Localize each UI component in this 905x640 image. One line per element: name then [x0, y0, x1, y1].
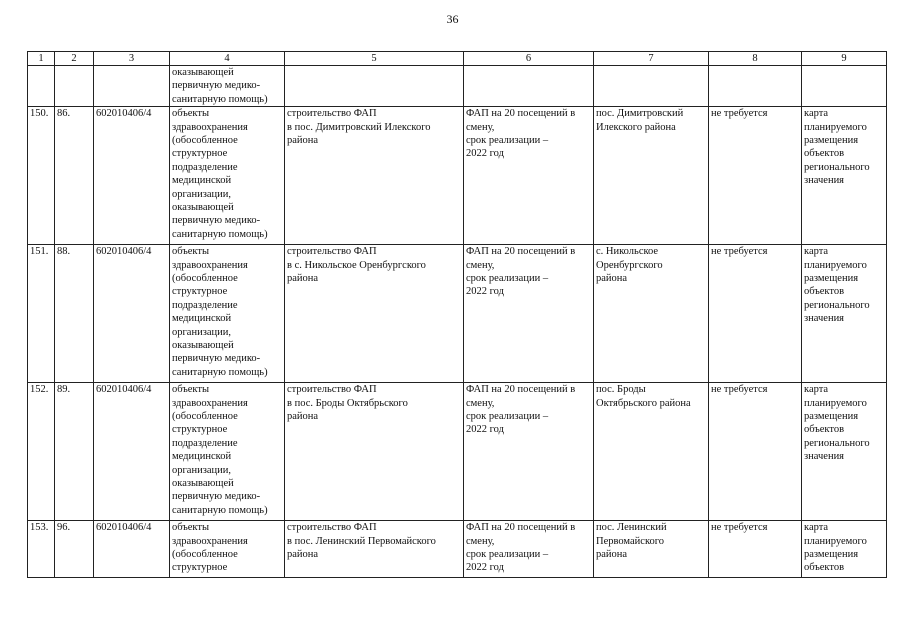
header-cell: 8 — [709, 52, 802, 66]
row-number-cell — [28, 66, 55, 107]
location-cell: пос. Броды Октябрьского района — [594, 383, 709, 521]
params-cell: ФАП на 20 посещений в смену, срок реализации – 2022 год — [464, 107, 594, 245]
row-number-cell: 151. — [28, 245, 55, 383]
zone-cell: не требуется — [709, 107, 802, 245]
objects-table — [27, 51, 887, 578]
work-cell — [285, 66, 464, 107]
row-number-cell: 153. — [28, 521, 55, 578]
index-cell: 96. — [55, 521, 94, 578]
params-cell: ФАП на 20 посещений в смену, срок реализации – 2022 год — [464, 383, 594, 521]
code-cell: 602010406/4 — [94, 107, 170, 245]
zone-cell — [709, 66, 802, 107]
map-cell: карта планируемого размещения объектов — [802, 521, 887, 578]
location-cell: пос. Ленинский Первомайского района — [594, 521, 709, 578]
header-cell: 5 — [285, 52, 464, 66]
object-type-cell: объекты здравоохранения (обособленное структурное подразделение медицинской организации, оказывающей первичную медико- санитарную помощь) — [170, 245, 285, 383]
zone-cell: не требуется — [709, 521, 802, 578]
map-cell — [802, 66, 887, 107]
row-number-cell: 150. — [28, 107, 55, 245]
location-cell: пос. Димитровский Илекского района — [594, 107, 709, 245]
work-cell: строительство ФАП в с. Никольское Оренбургского района — [285, 245, 464, 383]
table-row — [28, 383, 887, 521]
header-cell: 6 — [464, 52, 594, 66]
location-cell: с. Никольское Оренбургского района — [594, 245, 709, 383]
params-cell: ФАП на 20 посещений в смену, срок реализации – 2022 год — [464, 245, 594, 383]
code-cell — [94, 66, 170, 107]
table-row — [28, 521, 887, 578]
object-type-cell: объекты здравоохранения (обособленное структурное — [170, 521, 285, 578]
header-cell: 4 — [170, 52, 285, 66]
header-cell: 9 — [802, 52, 887, 66]
header-cell: 7 — [594, 52, 709, 66]
work-cell: строительство ФАП в пос. Броды Октябрьского района — [285, 383, 464, 521]
index-cell: 86. — [55, 107, 94, 245]
object-type-cell: объекты здравоохранения (обособленное структурное подразделение медицинской организации, оказывающей первичную медико- санитарную помощь) — [170, 107, 285, 245]
index-cell: 88. — [55, 245, 94, 383]
page-number: 36 — [446, 12, 459, 26]
header-row — [28, 52, 887, 66]
map-cell: карта планируемого размещения объектов регионального значения — [802, 107, 887, 245]
row-number-cell: 152. — [28, 383, 55, 521]
index-cell: 89. — [55, 383, 94, 521]
work-cell: строительство ФАП в пос. Димитровский Илекского района — [285, 107, 464, 245]
header-cell: 1 — [28, 52, 55, 66]
map-cell: карта планируемого размещения объектов регионального значения — [802, 245, 887, 383]
index-cell — [55, 66, 94, 107]
zone-cell: не требуется — [709, 245, 802, 383]
zone-cell: не требуется — [709, 383, 802, 521]
table-row — [28, 107, 887, 245]
work-cell: строительство ФАП в пос. Ленинский Первомайского района — [285, 521, 464, 578]
code-cell: 602010406/4 — [94, 383, 170, 521]
code-cell: 602010406/4 — [94, 521, 170, 578]
params-cell: ФАП на 20 посещений в смену, срок реализации – 2022 год — [464, 521, 594, 578]
table-row — [28, 245, 887, 383]
location-cell — [594, 66, 709, 107]
map-cell: карта планируемого размещения объектов регионального значения — [802, 383, 887, 521]
object-type-cell: объекты здравоохранения (обособленное структурное подразделение медицинской организации, оказывающей первичную медико- санитарную помощь) — [170, 383, 285, 521]
params-cell — [464, 66, 594, 107]
header-cell: 2 — [55, 52, 94, 66]
code-cell: 602010406/4 — [94, 245, 170, 383]
object-type-cell: оказывающей первичную медико- санитарную помощь) — [170, 66, 285, 107]
continuation-row — [28, 66, 887, 107]
header-cell: 3 — [94, 52, 170, 66]
